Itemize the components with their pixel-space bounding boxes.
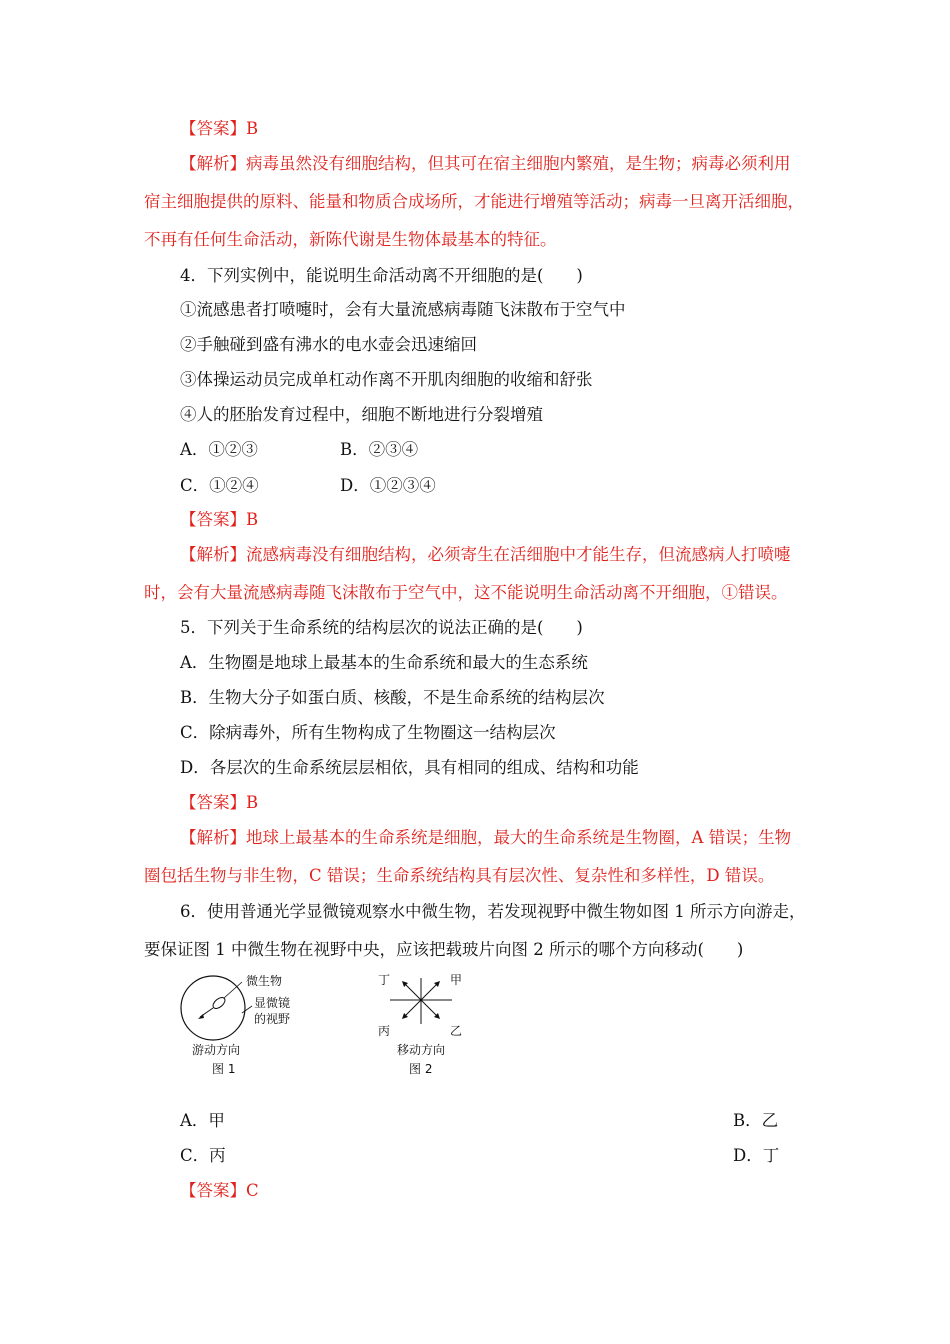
q6-option-b: B．乙 bbox=[733, 1111, 779, 1130]
q5-option-b: B．生物大分子如蛋白质、核酸，不是生命系统的结构层次 bbox=[180, 688, 605, 707]
q4-item-4: ④人的胚胎发育过程中，细胞不断地进行分裂增殖 bbox=[180, 405, 543, 424]
q5-option-d: D．各层次的生命系统层层相依，具有相同的组成、结构和功能 bbox=[180, 758, 639, 777]
arrow-ding bbox=[404, 983, 421, 1000]
q6-option-c: C．丙 bbox=[180, 1146, 226, 1165]
q6-answer: 【答案】C bbox=[180, 1181, 259, 1200]
q4-analysis-line1: 【解析】流感病毒没有细胞结构，必须寄生在活细胞中才能生存，但流感病人打喷嚏 bbox=[180, 545, 791, 564]
figure2-name: 图 2 bbox=[409, 1062, 433, 1076]
q5-option-c: C．除病毒外，所有生物构成了生物圈这一结构层次 bbox=[180, 723, 556, 742]
label-ding: 丁 bbox=[378, 973, 391, 987]
q3-analysis-line3: 不再有任何生命活动，新陈代谢是生物体最基本的特征。 bbox=[144, 230, 557, 249]
microbe-label: 微生物 bbox=[246, 974, 283, 988]
figure1-name: 图 1 bbox=[212, 1062, 236, 1076]
q6-option-d: D．丁 bbox=[733, 1146, 780, 1165]
label-yi: 乙 bbox=[450, 1024, 463, 1038]
q4-answer: 【答案】B bbox=[180, 510, 259, 529]
q4-option-d: D．①②③④ bbox=[340, 476, 436, 495]
field-label-line2: 的视野 bbox=[254, 1012, 291, 1026]
q5-analysis-line1: 【解析】地球上最基本的生命系统是细胞，最大的生命系统是生物圈，A 错误；生物 bbox=[180, 828, 792, 847]
figure-2 bbox=[370, 968, 480, 1076]
q6-stem-line1: 6．使用普通光学显微镜观察水中微生物，若发现视野中微生物如图 1 所示方向游走， bbox=[180, 902, 806, 921]
q3-analysis-line2: 宿主细胞提供的原料、能量和物质合成场所，才能进行增殖等活动；病毒一旦离开活细胞， bbox=[144, 192, 804, 211]
q3-analysis-line1: 【解析】病毒虽然没有细胞结构，但其可在宿主细胞内繁殖，是生物；病毒必须利用 bbox=[180, 154, 791, 173]
q4-option-c: C．①②④ bbox=[180, 476, 259, 495]
field-label-line1: 显微镜 bbox=[254, 996, 291, 1010]
q5-option-a: A．生物圈是地球上最基本的生命系统和最大的生态系统 bbox=[180, 653, 588, 672]
arrow-jia bbox=[421, 983, 438, 1000]
q6-stem-line2: 要保证图 1 中微生物在视野中央，应该把载玻片向图 2 所示的哪个方向移动( ) bbox=[144, 940, 744, 959]
q4-option-b: B．②③④ bbox=[340, 440, 419, 459]
label-bing: 丙 bbox=[378, 1024, 391, 1038]
figure-1 bbox=[170, 968, 310, 1076]
q4-item-2: ②手触碰到盛有沸水的电水壶会迅速缩回 bbox=[180, 335, 477, 354]
label-jia: 甲 bbox=[450, 973, 463, 987]
q4-item-1: ①流感患者打喷嚏时，会有大量流感病毒随飞沫散布于空气中 bbox=[180, 300, 626, 319]
field-pointer-line bbox=[242, 1006, 252, 1013]
q6-option-a: A．甲 bbox=[180, 1111, 225, 1130]
arrow-bing bbox=[404, 1000, 421, 1017]
figure1-caption: 游动方向 bbox=[192, 1043, 241, 1057]
figure2-caption: 移动方向 bbox=[397, 1043, 446, 1057]
q5-answer: 【答案】B bbox=[180, 793, 259, 812]
q5-analysis-line2: 圈包括生物与非生物，C 错误；生命系统结构具有层次性、复杂性和多样性，D 错误。 bbox=[144, 866, 775, 885]
q5-stem: 5．下列关于生命系统的结构层次的说法正确的是( ) bbox=[180, 618, 583, 637]
q4-option-a: A．①②③ bbox=[180, 440, 258, 459]
q3-answer: 【答案】B bbox=[180, 119, 259, 138]
arrow-yi bbox=[421, 1000, 438, 1017]
q4-stem: 4．下列实例中，能说明生命活动离不开细胞的是( ) bbox=[180, 266, 583, 285]
q4-item-3: ③体操运动员完成单杠动作离不开肌肉细胞的收缩和舒张 bbox=[180, 370, 593, 389]
q4-analysis-line2: 时，会有大量流感病毒随飞沫散布于空气中，这不能说明生命活动离不开细胞，①错误。 bbox=[144, 583, 788, 602]
swim-arrowhead bbox=[198, 1014, 204, 1019]
